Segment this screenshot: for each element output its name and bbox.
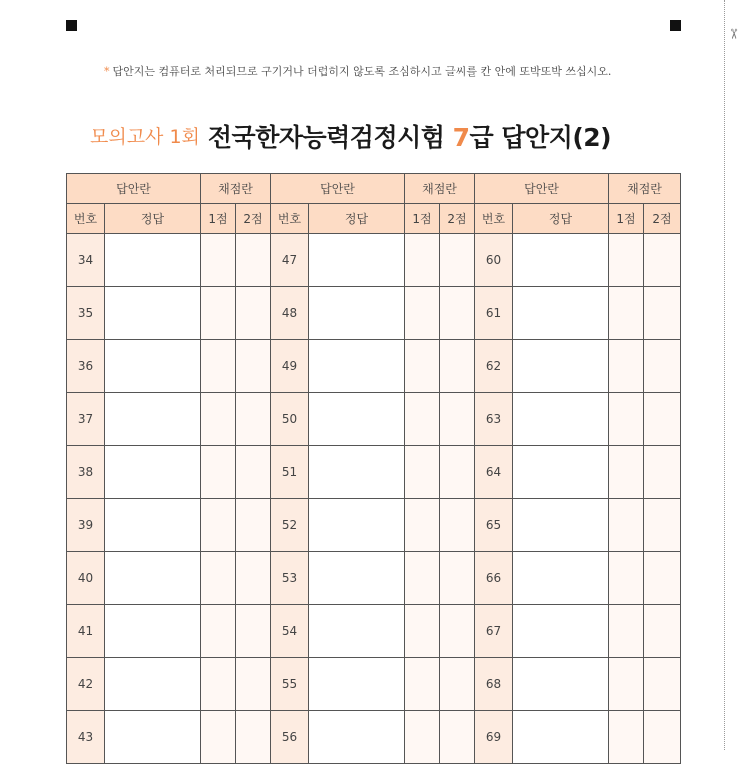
answer-cell[interactable]: [513, 499, 609, 552]
score-1-cell: [609, 552, 644, 605]
score-2-cell: [236, 287, 271, 340]
score-1-cell: [405, 287, 440, 340]
question-number: 67: [475, 605, 513, 658]
score-2-cell: [236, 234, 271, 287]
score-2-cell: [440, 287, 475, 340]
question-number: 49: [271, 340, 309, 393]
answer-section-header: 답안란: [271, 174, 405, 204]
score-1-cell: [405, 393, 440, 446]
score-1-cell: [609, 340, 644, 393]
answer-cell[interactable]: [309, 446, 405, 499]
score-2-cell: [440, 393, 475, 446]
answer-cell[interactable]: [105, 605, 201, 658]
answer-cell[interactable]: [309, 658, 405, 711]
table-row: [67, 287, 681, 340]
answer-cell[interactable]: [309, 499, 405, 552]
number-column-header: 번호: [67, 204, 105, 234]
answer-cell[interactable]: [105, 234, 201, 287]
question-number: 34: [67, 234, 105, 287]
score1-column-header: 1점: [201, 204, 236, 234]
score-section-header: 채점란: [201, 174, 271, 204]
score-1-cell: [405, 711, 440, 764]
table-row: [67, 499, 681, 552]
score-2-cell: [644, 605, 681, 658]
question-number: 56: [271, 711, 309, 764]
score-2-cell: [440, 234, 475, 287]
question-number: 42: [67, 658, 105, 711]
answer-cell[interactable]: [105, 711, 201, 764]
answer-cell[interactable]: [513, 234, 609, 287]
title-main-suffix: 급 답안지(2): [469, 123, 612, 152]
question-number: 55: [271, 658, 309, 711]
registration-mark-right: [670, 20, 681, 31]
score-1-cell: [609, 446, 644, 499]
answer-cell[interactable]: [105, 287, 201, 340]
table-row: [67, 552, 681, 605]
score1-column-header: 1점: [405, 204, 440, 234]
answer-cell[interactable]: [513, 605, 609, 658]
table-row: [67, 711, 681, 764]
question-number: 65: [475, 499, 513, 552]
score-2-cell: [644, 393, 681, 446]
score-2-cell: [644, 711, 681, 764]
score-1-cell: [201, 552, 236, 605]
question-number: 53: [271, 552, 309, 605]
table-row: [67, 658, 681, 711]
score-2-cell: [440, 711, 475, 764]
question-number: 69: [475, 711, 513, 764]
score-2-cell: [440, 658, 475, 711]
score-1-cell: [609, 499, 644, 552]
question-number: 35: [67, 287, 105, 340]
score-1-cell: [201, 711, 236, 764]
score-1-cell: [609, 393, 644, 446]
score-1-cell: [405, 446, 440, 499]
answer-cell[interactable]: [513, 340, 609, 393]
question-number: 52: [271, 499, 309, 552]
question-number: 61: [475, 287, 513, 340]
answer-cell[interactable]: [105, 446, 201, 499]
score-2-cell: [236, 393, 271, 446]
question-number: 51: [271, 446, 309, 499]
section-header-row: [67, 174, 681, 204]
answer-cell[interactable]: [309, 552, 405, 605]
answer-section-header: 답안란: [475, 174, 609, 204]
number-column-header: 번호: [271, 204, 309, 234]
table-row: [67, 340, 681, 393]
answer-cell[interactable]: [105, 340, 201, 393]
score-1-cell: [201, 340, 236, 393]
answer-cell[interactable]: [105, 658, 201, 711]
score-2-cell: [440, 552, 475, 605]
score-2-cell: [440, 446, 475, 499]
title-grade: 7: [452, 123, 470, 152]
question-number: 63: [475, 393, 513, 446]
score-2-cell: [236, 711, 271, 764]
question-number: 36: [67, 340, 105, 393]
score-1-cell: [405, 234, 440, 287]
score-1-cell: [609, 711, 644, 764]
question-number: 64: [475, 446, 513, 499]
table-row: [67, 393, 681, 446]
answer-section-header: 답안란: [67, 174, 201, 204]
answer-cell[interactable]: [105, 499, 201, 552]
answer-cell[interactable]: [105, 393, 201, 446]
number-column-header: 번호: [475, 204, 513, 234]
table-row: [67, 234, 681, 287]
question-number: 43: [67, 711, 105, 764]
score-1-cell: [405, 658, 440, 711]
answer-cell[interactable]: [309, 287, 405, 340]
score-2-cell: [440, 605, 475, 658]
score2-column-header: 2점: [236, 204, 271, 234]
question-number: 47: [271, 234, 309, 287]
answer-cell[interactable]: [513, 552, 609, 605]
score-2-cell: [236, 446, 271, 499]
score-2-cell: [644, 340, 681, 393]
answer-cell[interactable]: [309, 393, 405, 446]
score-1-cell: [201, 287, 236, 340]
answer-cell[interactable]: [513, 658, 609, 711]
score-1-cell: [405, 499, 440, 552]
answer-column-header: 정답: [309, 204, 405, 234]
score-1-cell: [201, 658, 236, 711]
title-round: 모의고사 1회: [90, 126, 200, 148]
scissors-icon: ✂: [724, 28, 741, 40]
score-section-header: 채점란: [609, 174, 681, 204]
answer-column-header: 정답: [105, 204, 201, 234]
answer-cell[interactable]: [309, 234, 405, 287]
score-2-cell: [236, 340, 271, 393]
notice-mark: *: [104, 65, 110, 78]
question-number: 40: [67, 552, 105, 605]
score-2-cell: [236, 499, 271, 552]
score-1-cell: [201, 499, 236, 552]
score-2-cell: [644, 499, 681, 552]
answer-column-header: 정답: [513, 204, 609, 234]
score-2-cell: [644, 287, 681, 340]
score-1-cell: [405, 605, 440, 658]
answer-cell[interactable]: [513, 287, 609, 340]
score-2-cell: [644, 552, 681, 605]
table-row: [67, 605, 681, 658]
answer-cell[interactable]: [309, 340, 405, 393]
score-2-cell: [644, 446, 681, 499]
question-number: 54: [271, 605, 309, 658]
answer-sheet-table: [66, 173, 681, 764]
score-2-cell: [440, 340, 475, 393]
score-2-cell: [440, 499, 475, 552]
score2-column-header: 2점: [644, 204, 681, 234]
question-number: 60: [475, 234, 513, 287]
column-header-row: [67, 204, 681, 234]
answer-cell[interactable]: [513, 711, 609, 764]
question-number: 37: [67, 393, 105, 446]
question-number: 68: [475, 658, 513, 711]
score-1-cell: [609, 605, 644, 658]
answer-cell[interactable]: [105, 552, 201, 605]
score-2-cell: [644, 234, 681, 287]
answer-cell[interactable]: [513, 393, 609, 446]
question-number: 39: [67, 499, 105, 552]
score-1-cell: [201, 393, 236, 446]
score-1-cell: [201, 605, 236, 658]
answer-cell[interactable]: [309, 605, 405, 658]
answer-cell[interactable]: [513, 446, 609, 499]
score-2-cell: [236, 552, 271, 605]
question-number: 66: [475, 552, 513, 605]
registration-mark-left: [66, 20, 77, 31]
question-number: 48: [271, 287, 309, 340]
question-number: 50: [271, 393, 309, 446]
question-number: 62: [475, 340, 513, 393]
answer-cell[interactable]: [309, 711, 405, 764]
score-1-cell: [609, 658, 644, 711]
score-2-cell: [236, 658, 271, 711]
cut-line: [724, 0, 725, 750]
table-row: [67, 446, 681, 499]
page-title: [90, 118, 690, 158]
score-1-cell: [609, 234, 644, 287]
score-section-header: 채점란: [405, 174, 475, 204]
title-main-prefix: 전국한자능력검정시험: [207, 123, 445, 152]
score-2-cell: [644, 658, 681, 711]
score-2-cell: [236, 605, 271, 658]
score-1-cell: [201, 446, 236, 499]
title-main: [208, 123, 611, 152]
score-1-cell: [609, 287, 644, 340]
notice-text: 답안지는 컴퓨터로 처리되므로 구기거나 더럽히지 않도록 조심하시고 글씨를 칸 안에 또박또박 쓰십시오.: [112, 65, 612, 78]
question-number: 38: [67, 446, 105, 499]
instruction-notice: [104, 62, 664, 81]
score-1-cell: [405, 552, 440, 605]
question-number: 41: [67, 605, 105, 658]
score1-column-header: 1점: [609, 204, 644, 234]
score-1-cell: [405, 340, 440, 393]
score2-column-header: 2점: [440, 204, 475, 234]
score-1-cell: [201, 234, 236, 287]
